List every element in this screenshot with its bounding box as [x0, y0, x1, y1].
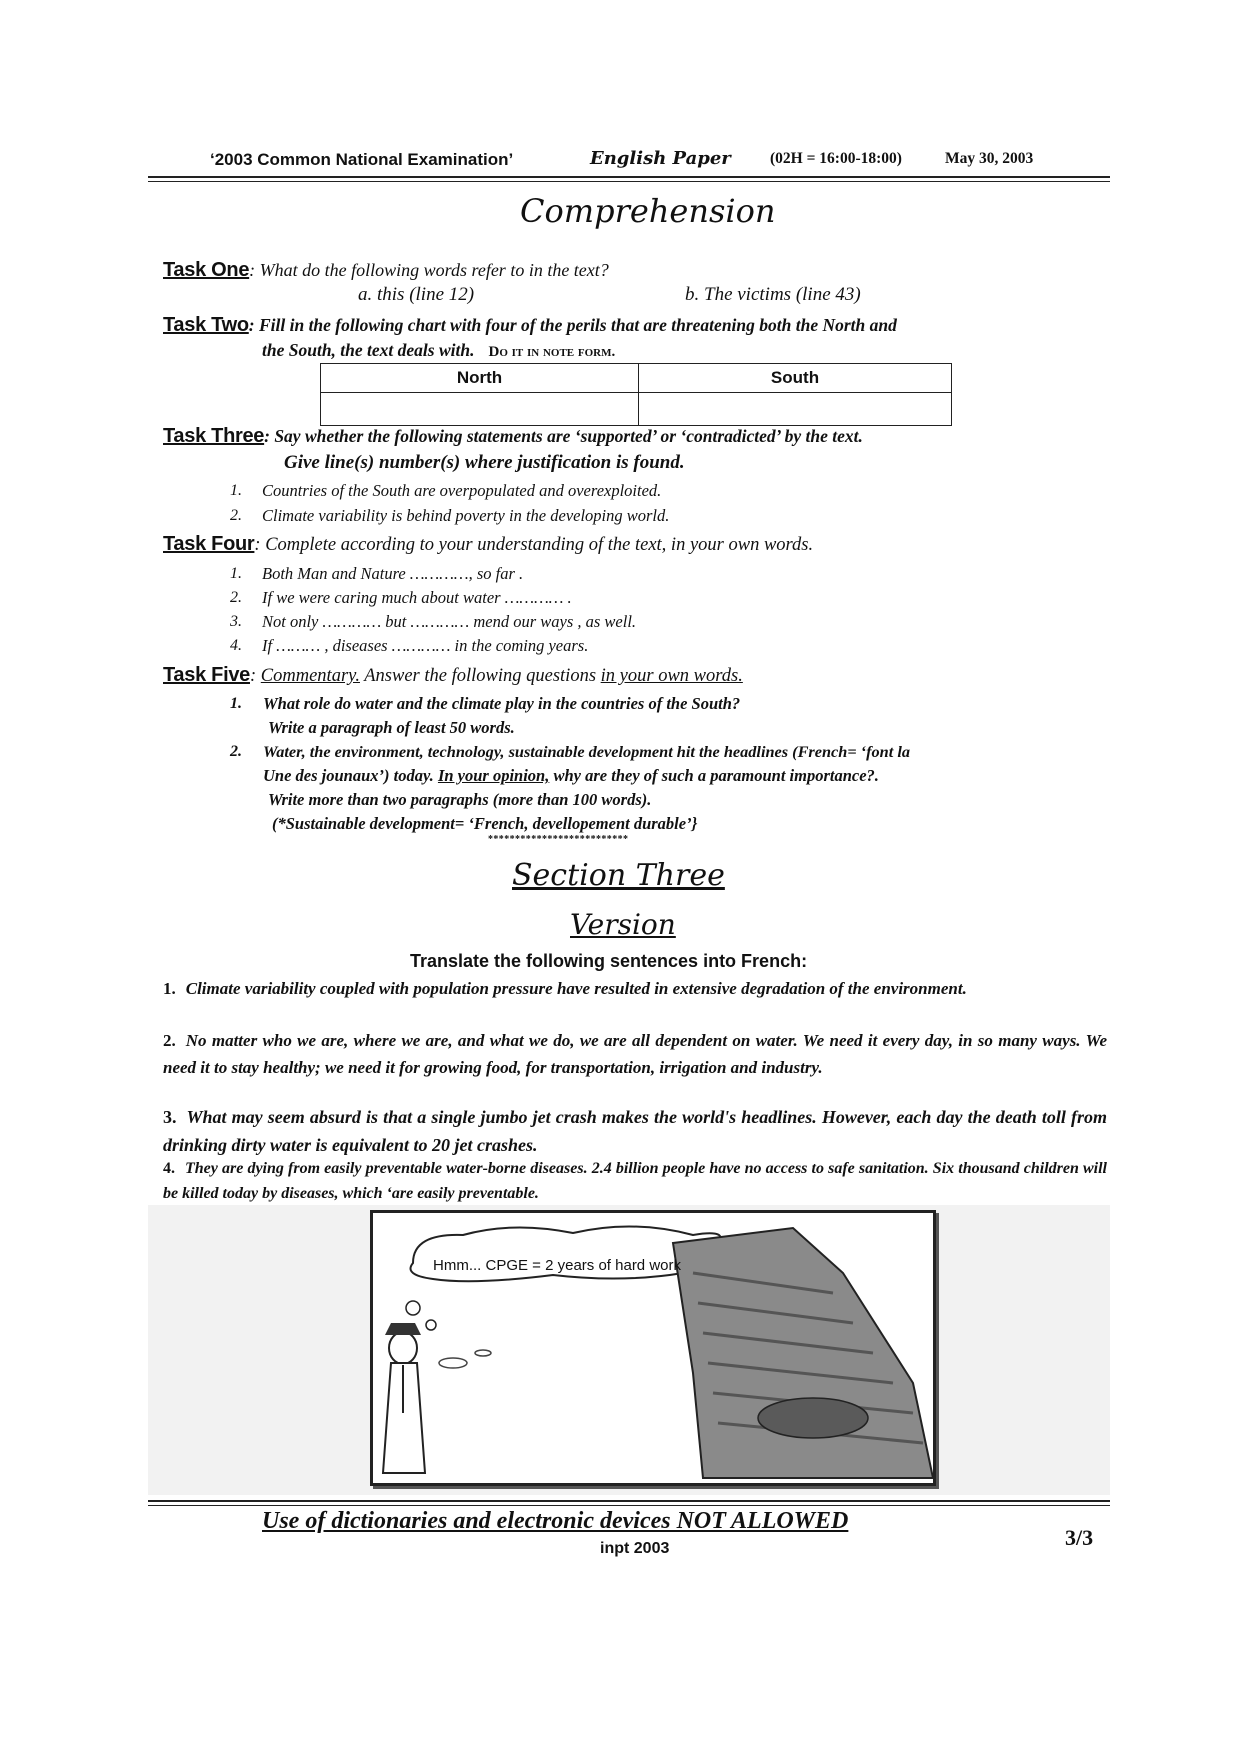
cartoon-illustration	[373, 1213, 933, 1483]
header-date: May 30, 2003	[945, 150, 1034, 167]
task-four-item-4: If ……… , diseases ………… in the coming years.	[262, 636, 589, 655]
version-sentence-2-text: No matter who we are, where we are, and what we do, we are all dependent on water. We need it every day, in so many ways. We need it to stay healthy; we need it for growing food, for transportation, irrigation and industry.	[163, 1031, 1107, 1077]
task-three-item-2-num: 2.	[230, 507, 242, 524]
version-sentence-1	[163, 975, 1107, 1002]
footer-warning: Use of dictionaries and electronic devices NOT ALLOWED	[262, 1508, 849, 1534]
chart-header-south: South	[639, 364, 952, 393]
section-three-title: Section Three	[512, 858, 725, 893]
thought-bubble-1	[406, 1301, 420, 1315]
header-rule-1	[148, 176, 1110, 178]
task-five-colon: :	[249, 666, 261, 686]
task-five-instruction: Answer the following questions	[359, 666, 601, 686]
task-four-item-2-num: 2.	[230, 589, 242, 606]
version-title: Version	[570, 908, 676, 941]
page-number: 3/3	[1065, 1525, 1094, 1550]
header-exam-title: ‘2003 Common National Examination’	[210, 150, 514, 169]
task-four-instruction: : Complete according to your understanding of the text, in your own words.	[254, 535, 814, 555]
task-four-item-3: Not only ………… but ………… mend our ways , as well.	[262, 612, 637, 631]
task-five-q1-line2: Write a paragraph of least 50 words.	[268, 718, 515, 737]
version-sentence-3-text: What may seem absurd is that a single jumbo jet crash makes the world's headlines. However, each day the death toll from drinking dirty water is equivalent to 20 jet crashes.	[163, 1107, 1107, 1155]
chart-header-north: North	[321, 364, 639, 393]
chart-cell-south[interactable]	[639, 393, 952, 426]
task-one-item-b: b. The victims (line 43)	[685, 284, 861, 305]
version-sentence-4-text: They are dying from easily preventable water-borne diseases. 2.4 billion people have no access to safe sanitation. Six thousand children will be killed today by diseases, which ‘are easily preventable.	[163, 1160, 1107, 1202]
task-two-instruction-1: : Fill in the following chart with four of the perils that are threatening both the North and	[248, 315, 897, 335]
task-two-label: Task Two	[163, 314, 249, 336]
version-sentence-2-num: 2.	[163, 1031, 176, 1050]
task-five-q1-line1: What role do water and the climate play in the countries of the South?	[263, 694, 741, 713]
task-three	[163, 425, 863, 448]
footer-rule-2	[148, 1505, 1110, 1506]
task-one	[163, 259, 609, 282]
perils-chart	[320, 363, 952, 426]
task-five-own-words: in your own words.	[600, 666, 743, 686]
task-five-q2-num: 2.	[230, 743, 242, 760]
task-five-q2-line2b: In your opinion,	[437, 766, 550, 785]
task-three-item-1-num: 1.	[230, 482, 242, 499]
task-four-item-1-num: 1.	[230, 565, 242, 582]
task-four-label: Task Four	[163, 533, 255, 555]
task-two-note: Do it in note form.	[488, 344, 616, 360]
version-sentence-2	[163, 1027, 1107, 1081]
comprehension-title: Comprehension	[520, 192, 776, 230]
task-four	[163, 533, 813, 556]
header-rule-2	[148, 181, 1110, 182]
task-four-item-2: If we were caring much about water ………… .	[262, 588, 572, 607]
task-five-q2-line3: Write more than two paragraphs (more than 100 words).	[268, 790, 652, 809]
footer-org: inpt 2003	[600, 1540, 670, 1557]
task-five-q1-num: 1.	[230, 695, 242, 712]
task-three-item-1: Countries of the South are overpopulated and overexploited.	[262, 481, 662, 500]
task-one-item-a: a. this (line 12)	[358, 284, 475, 305]
version-sentence-4	[163, 1156, 1107, 1206]
version-sentence-3	[163, 1103, 1107, 1159]
task-five-q2-line2c: why are they of such a paramount importance?.	[549, 766, 879, 785]
task-three-instruction-1: : Say whether the following statements are ‘supported’ or ‘contradicted’ by the text.	[264, 426, 863, 446]
task-five-q2-line4: (*Sustainable development= ‘French, devellopement durable’}	[272, 814, 698, 833]
task-four-item-1: Both Man and Nature …………, so far .	[262, 564, 524, 583]
task-four-item-3-num: 3.	[230, 613, 242, 630]
version-sentence-3-num: 3.	[163, 1107, 177, 1127]
cartoon-speech-text: Hmm... CPGE = 2 years of hard work	[433, 1257, 681, 1274]
task-one-label: Task One	[163, 259, 250, 281]
version-sentence-1-text: Climate variability coupled with population pressure have resulted in extensive degradation of the environment.	[185, 979, 967, 998]
task-two	[163, 314, 897, 337]
task-five-q2-line2	[263, 766, 879, 786]
task-five	[163, 664, 743, 687]
task-five-q2-line1: Water, the environment, technology, sustainable development hit the headlines (French= ‘font la	[263, 742, 910, 761]
smoke-puff-1	[439, 1358, 467, 1368]
translate-instruction: Translate the following sentences into French:	[410, 951, 808, 971]
version-sentence-1-num: 1.	[163, 979, 176, 998]
separator-stars: **************************	[488, 834, 629, 845]
header-paper: English Paper	[590, 148, 731, 169]
task-two-instruction-2: the South, the text deals with.	[262, 340, 475, 360]
smoke-puff-2	[475, 1350, 491, 1356]
chart-cell-north[interactable]	[321, 393, 639, 426]
task-five-commentary: Commentary.	[260, 666, 360, 686]
cartoon-frame	[370, 1210, 936, 1486]
version-sentence-4-num: 4.	[163, 1160, 175, 1177]
task-five-q2-line2a: Une des jounaux’) today.	[263, 766, 438, 785]
task-three-item-2: Climate variability is behind poverty in the developing world.	[262, 506, 670, 525]
task-five-label: Task Five	[163, 664, 250, 686]
header-schedule: (02H = 16:00-18:00)	[770, 150, 902, 167]
character-head	[389, 1332, 417, 1364]
character-hat	[385, 1323, 421, 1335]
task-one-instruction: : What do the following words refer to in the text?	[249, 260, 609, 280]
footer-rule-1	[148, 1500, 1110, 1502]
task-four-item-4-num: 4.	[230, 637, 242, 654]
task-three-label: Task Three	[163, 425, 265, 447]
climbers	[758, 1398, 868, 1438]
task-three-instruction-2: Give line(s) number(s) where justification is found.	[284, 452, 685, 473]
thought-bubble-2	[426, 1320, 436, 1330]
